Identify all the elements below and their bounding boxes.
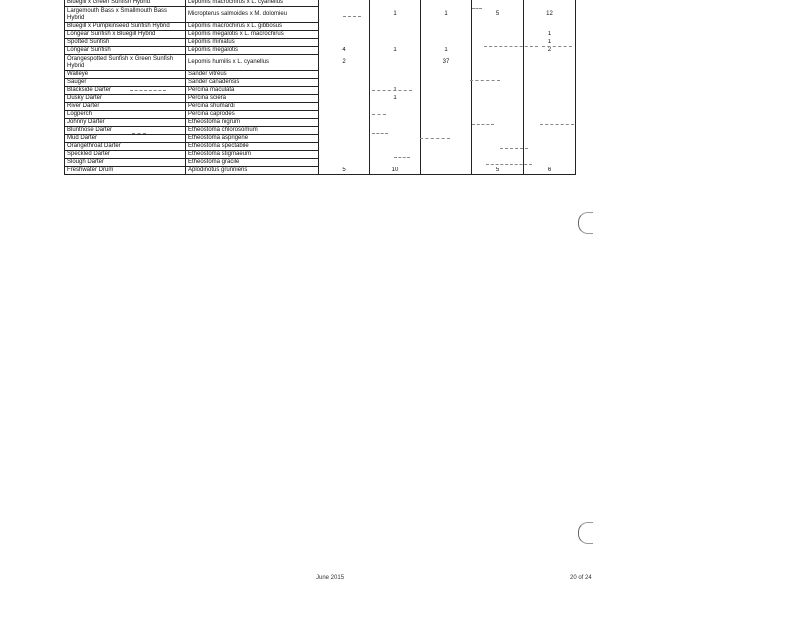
species-scientific-name: Etheostoma nigrum (186, 119, 319, 127)
table-row (65, 103, 576, 111)
count-cell (472, 87, 524, 95)
footer-page-number: 20 of 24 (570, 575, 592, 581)
count-cell: 1 (421, 47, 472, 55)
count-cell (472, 159, 524, 167)
table-row (65, 135, 576, 143)
count-cell (472, 103, 524, 111)
count-cell (319, 143, 370, 151)
count-cell (319, 95, 370, 103)
count-cell (524, 143, 576, 151)
count-cell (370, 119, 421, 127)
count-cell (421, 39, 472, 47)
count-cell (319, 7, 370, 23)
count-cell: 4 (319, 47, 370, 55)
scan-artifact (486, 164, 532, 165)
count-cell (472, 23, 524, 31)
count-cell (472, 111, 524, 119)
species-common-name: Logperch (65, 111, 186, 119)
scan-artifact (372, 90, 412, 91)
count-cell (472, 135, 524, 143)
count-cell (370, 55, 421, 71)
count-cell (319, 159, 370, 167)
binder-hole-mark (578, 212, 593, 234)
count-cell (472, 47, 524, 55)
count-cell: 1 (524, 39, 576, 47)
species-common-name: Largemouth Bass x Smallmouth Bass Hybrid (65, 7, 186, 23)
table-row (65, 151, 576, 159)
footer-date: June 2015 (316, 575, 345, 581)
count-cell (472, 119, 524, 127)
species-scientific-name: Lepomis megalotis (186, 47, 319, 55)
species-common-name: Bluntnose Darter (65, 127, 186, 135)
table-row (65, 23, 576, 31)
scan-artifact (420, 138, 450, 139)
count-cell (524, 111, 576, 119)
scan-artifact (472, 8, 482, 9)
table-row (65, 31, 576, 39)
count-cell (421, 103, 472, 111)
species-scientific-name: Aplodinotus grunniens (186, 167, 319, 175)
species-common-name: Mud Darter (65, 135, 186, 143)
count-cell (370, 31, 421, 39)
species-common-name: River Darter (65, 103, 186, 111)
count-cell (472, 55, 524, 71)
table-row (65, 95, 576, 103)
count-cell: 12 (524, 7, 576, 23)
scan-artifact (472, 124, 494, 125)
count-cell (421, 119, 472, 127)
count-cell (472, 143, 524, 151)
species-scientific-name: Lepomis humilis x L. cyanellus (186, 55, 319, 71)
count-cell (524, 55, 576, 71)
species-common-name: Bluegill x Green Sunfish Hybrid (65, 0, 186, 7)
count-cell (370, 135, 421, 143)
species-common-name: Orangethroat Darter (65, 143, 186, 151)
species-scientific-name: Lepomis macrochirus x L. cyanellus (186, 0, 319, 7)
species-scientific-name: Percina maculata (186, 87, 319, 95)
species-common-name: Spotted Sunfish (65, 39, 186, 47)
count-cell (524, 23, 576, 31)
count-cell (421, 111, 472, 119)
count-cell (370, 103, 421, 111)
count-cell (421, 167, 472, 175)
count-cell (319, 23, 370, 31)
species-common-name: Freshwater Drum (65, 167, 186, 175)
species-scientific-name: Etheostoma chlorosomum (186, 127, 319, 135)
species-common-name: Bluegill x Pumpkinseed Sunfish Hybrid (65, 23, 186, 31)
count-cell (319, 111, 370, 119)
count-cell (319, 87, 370, 95)
count-cell (524, 95, 576, 103)
scan-artifact (484, 46, 538, 47)
count-cell (421, 143, 472, 151)
count-cell (524, 87, 576, 95)
count-cell (421, 31, 472, 39)
count-cell (472, 95, 524, 103)
table-row (65, 119, 576, 127)
count-cell (319, 127, 370, 135)
count-cell (319, 135, 370, 143)
species-scientific-name: Lepomis macrochirus x L. gibbosus (186, 23, 319, 31)
species-scientific-name: Percina sciera (186, 95, 319, 103)
species-common-name: Orangespotted Sunfish x Green Sunfish Hybrid (65, 55, 186, 71)
count-cell: 10 (370, 167, 421, 175)
binder-hole-mark (578, 522, 593, 544)
count-cell (524, 79, 576, 87)
count-cell: 1 (370, 7, 421, 23)
count-cell (524, 159, 576, 167)
scan-artifact (372, 133, 388, 134)
species-common-name: Blackside Darter (65, 87, 186, 95)
species-scientific-name: Etheostoma spectabile (186, 143, 319, 151)
scan-artifact (132, 133, 146, 134)
count-cell (421, 87, 472, 95)
count-cell (472, 127, 524, 135)
scan-artifact (500, 148, 528, 149)
species-common-name: Speckled Darter (65, 151, 186, 159)
count-cell (421, 71, 472, 79)
species-common-name: Longear Sunfish x Bluegill Hybrid (65, 31, 186, 39)
count-cell (524, 103, 576, 111)
table-row (65, 55, 576, 71)
species-scientific-name: Micropterus salmoides x M. dolomieu (186, 7, 319, 23)
count-cell: 1 (524, 31, 576, 39)
table-row (65, 47, 576, 55)
count-cell: 1 (370, 47, 421, 55)
scan-artifact (540, 124, 574, 125)
count-cell (370, 39, 421, 47)
count-cell: 1 (370, 95, 421, 103)
species-scientific-name: Lepomis megalotis x L. macrochirus (186, 31, 319, 39)
count-cell (421, 23, 472, 31)
count-cell (319, 39, 370, 47)
count-cell (524, 135, 576, 143)
table-row (65, 143, 576, 151)
scan-artifact (394, 157, 410, 158)
count-cell: 6 (524, 167, 576, 175)
count-cell (524, 71, 576, 79)
scan-artifact (372, 114, 386, 115)
species-common-name: Longear Sunfish (65, 47, 186, 55)
count-cell (319, 103, 370, 111)
count-cell (524, 119, 576, 127)
species-common-name: Walleye (65, 71, 186, 79)
count-cell (370, 159, 421, 167)
table-row (65, 71, 576, 79)
count-cell (472, 151, 524, 159)
table-row (65, 111, 576, 119)
table-row (65, 159, 576, 167)
count-cell (370, 143, 421, 151)
count-cell (319, 71, 370, 79)
count-cell: 2 (319, 55, 370, 71)
count-cell (319, 31, 370, 39)
scan-artifact (542, 46, 572, 47)
table-row (65, 167, 576, 175)
count-cell (421, 151, 472, 159)
count-cell: 5 (319, 167, 370, 175)
count-cell: 5 (472, 167, 524, 175)
count-cell (472, 31, 524, 39)
count-cell (370, 23, 421, 31)
count-cell (472, 71, 524, 79)
count-cell: 1 (370, 87, 421, 95)
count-cell (319, 79, 370, 87)
count-cell: 37 (421, 55, 472, 71)
scan-artifact (130, 90, 166, 91)
scan-artifact (470, 80, 500, 81)
species-table-body (65, 0, 576, 175)
scan-artifact (343, 16, 361, 17)
species-scientific-name: Etheostoma stigmaeum (186, 151, 319, 159)
count-cell (421, 95, 472, 103)
species-common-name: Slough Darter (65, 159, 186, 167)
count-cell (421, 159, 472, 167)
species-scientific-name: Sander vitreus (186, 71, 319, 79)
count-cell (319, 151, 370, 159)
count-cell (524, 127, 576, 135)
count-cell (370, 79, 421, 87)
count-cell (370, 71, 421, 79)
species-scientific-name: Etheostoma asprigene (186, 135, 319, 143)
count-cell (421, 79, 472, 87)
species-scientific-name: Lepomis miniatus (186, 39, 319, 47)
species-scientific-name: Etheostoma gracile (186, 159, 319, 167)
count-cell: 5 (472, 7, 524, 23)
species-common-name: Johnny Darter (65, 119, 186, 127)
count-cell: 1 (421, 7, 472, 23)
species-common-name: Dusky Darter (65, 95, 186, 103)
species-common-name: Sauger (65, 79, 186, 87)
count-cell: 2 (524, 47, 576, 55)
table-row (65, 7, 576, 23)
species-scientific-name: Percina shumardi (186, 103, 319, 111)
count-cell (524, 151, 576, 159)
count-cell (421, 127, 472, 135)
species-scientific-name: Sander canadensis (186, 79, 319, 87)
count-cell (319, 119, 370, 127)
species-scientific-name: Percina caprodes (186, 111, 319, 119)
